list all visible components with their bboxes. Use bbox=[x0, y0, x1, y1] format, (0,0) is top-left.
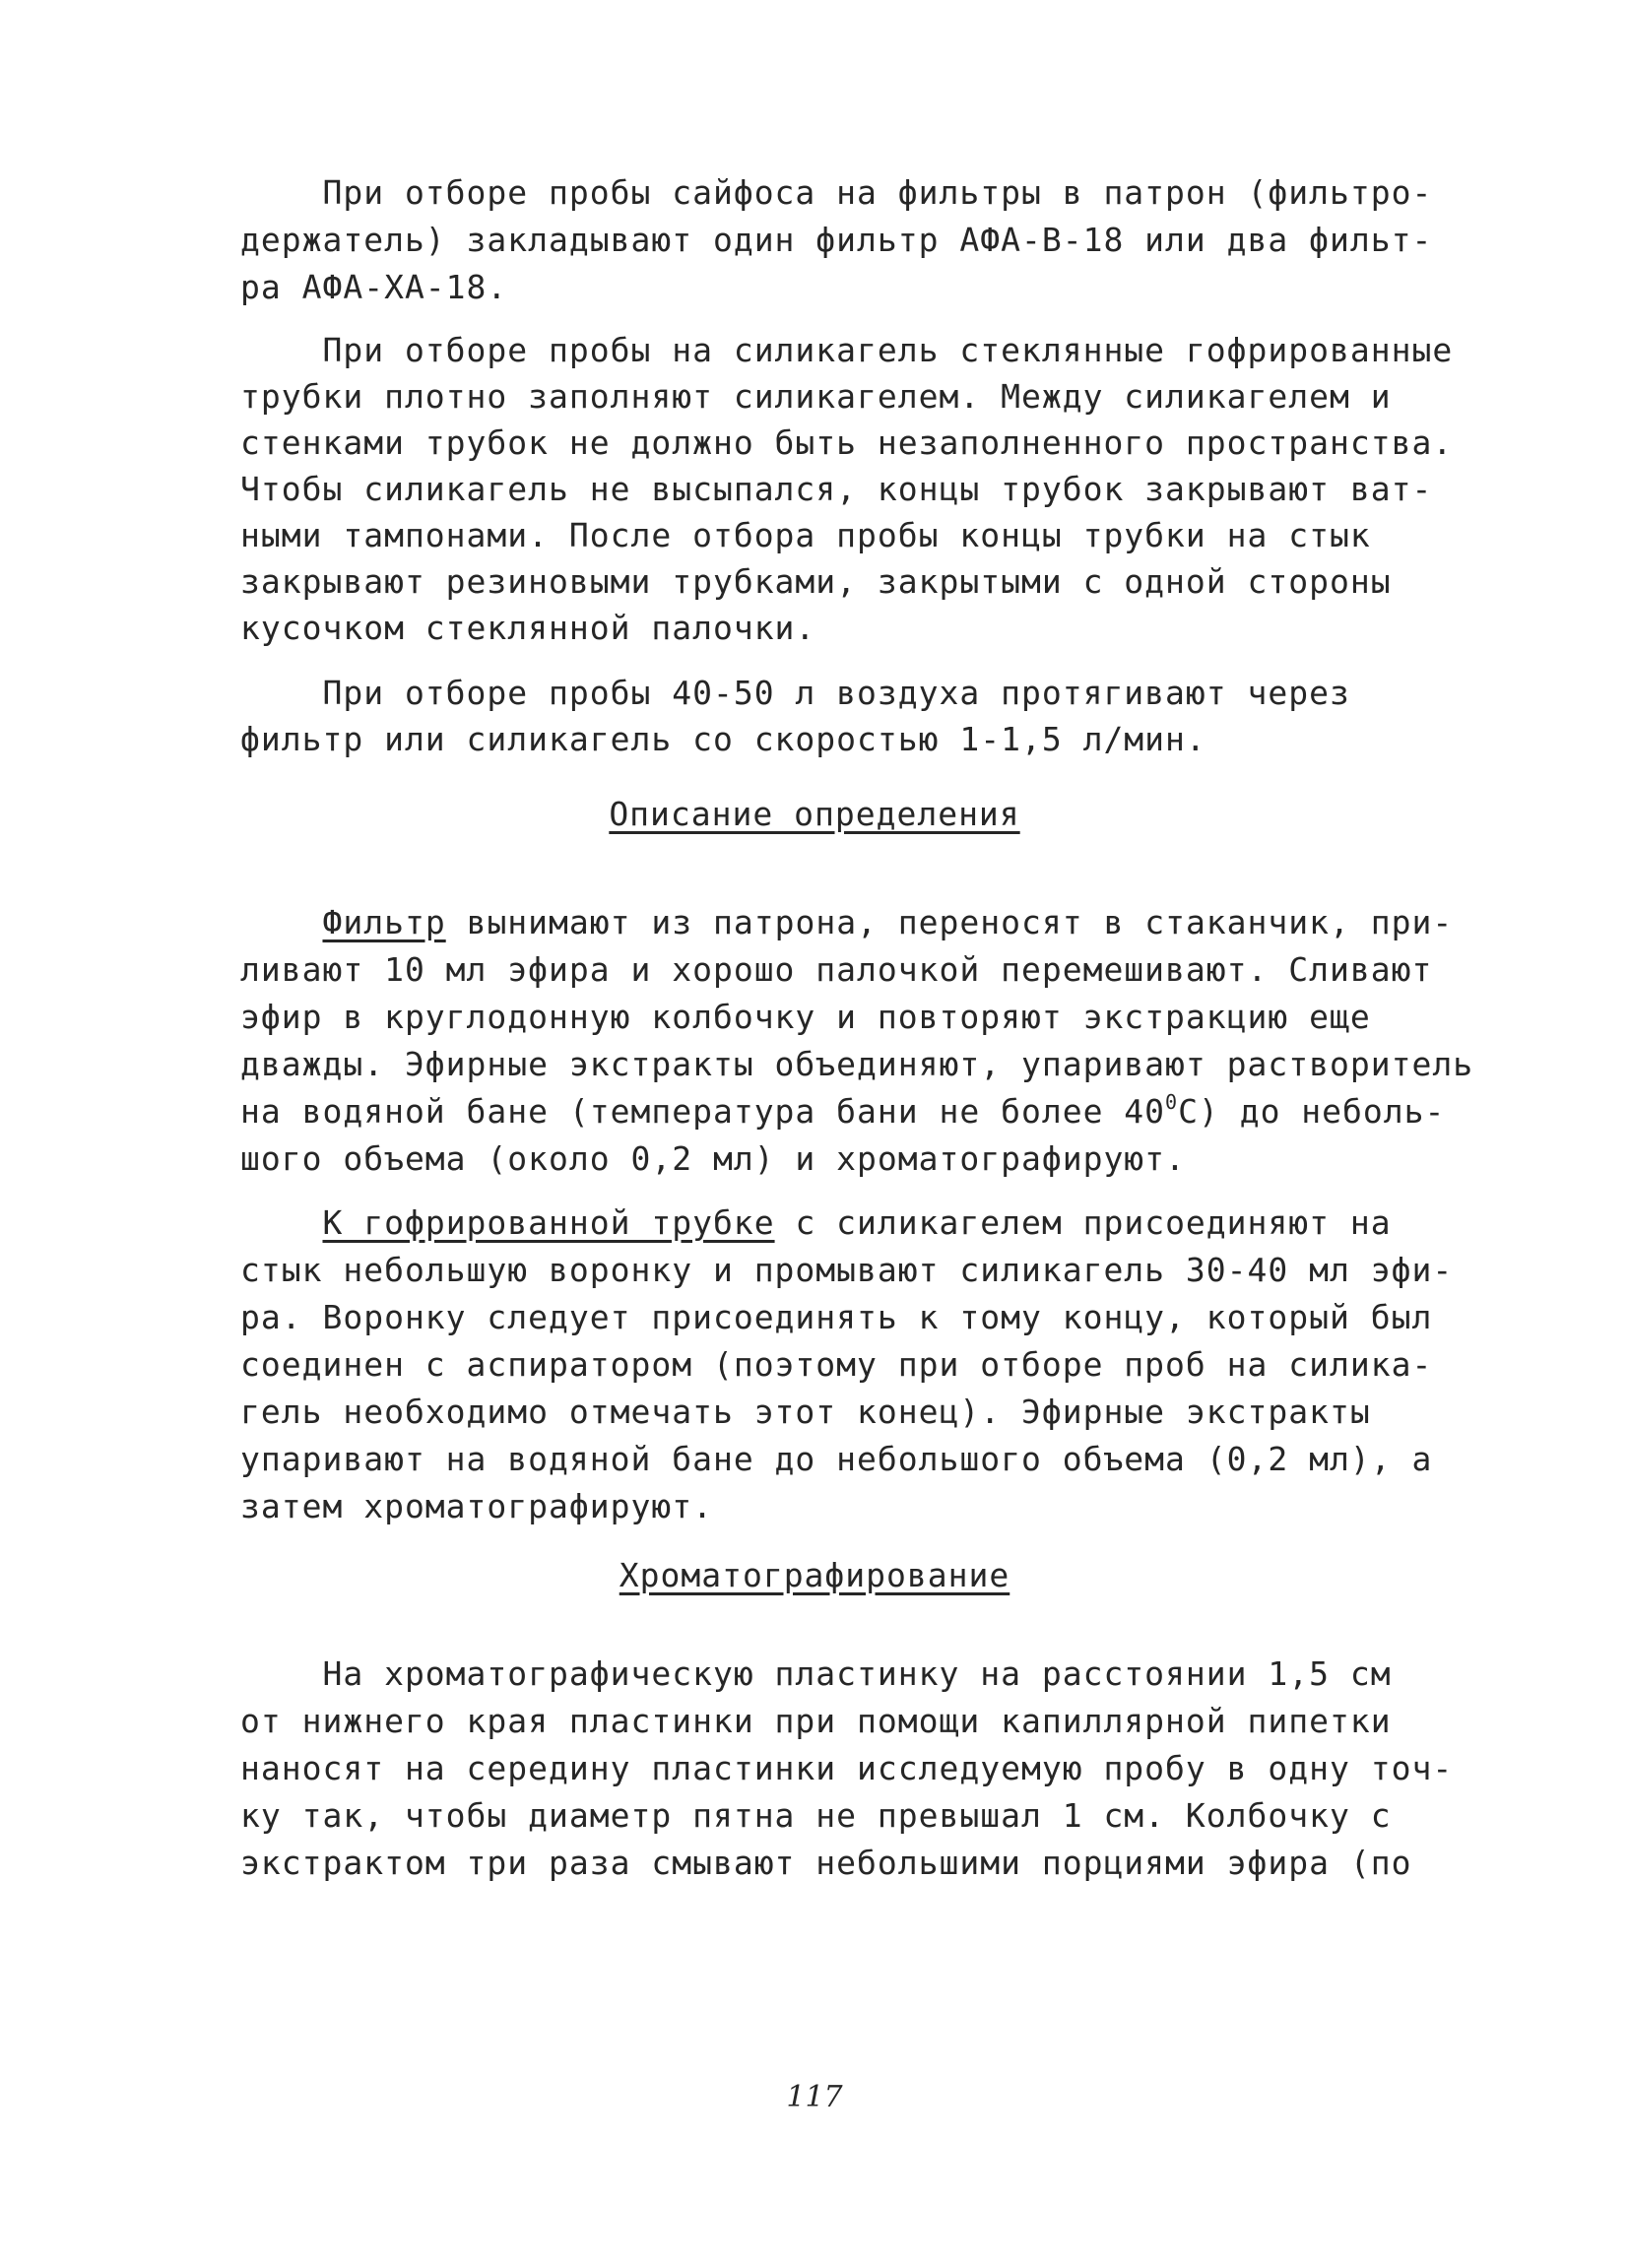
section-heading-description: Описание определения bbox=[609, 795, 1020, 833]
section-heading-chromatography: Хроматографирование bbox=[619, 1556, 1010, 1594]
p4-line-5 bbox=[240, 1092, 1445, 1132]
degree-superscript: 0 bbox=[1165, 1090, 1179, 1114]
p5-indent bbox=[240, 1203, 322, 1242]
p5-line-5: гель необходимо отмечать этот конец). Эфирные экстракты bbox=[240, 1393, 1371, 1431]
p5-line-4: соединен с аспиратором (поэтому при отборе проб на силика- bbox=[240, 1345, 1433, 1384]
p3-line-1: При отборе пробы 40-50 л воздуха протягивают через bbox=[240, 674, 1350, 712]
p1-line-3: ра АФА-ХА-18. bbox=[240, 268, 508, 306]
p6-line-4: ку так, чтобы диаметр пятна не превышал 1 см. Колбочку с bbox=[240, 1796, 1392, 1835]
p4-underlined-term: Фильтр bbox=[322, 903, 446, 941]
p6-line-2: от нижнего края пластинки при помощи капиллярной пипетки bbox=[240, 1702, 1392, 1740]
p4-line-6: шого объема (около 0,2 мл) и хроматографируют. bbox=[240, 1139, 1186, 1178]
p2-line-1: При отборе пробы на силикагель стеклянные гофрированные bbox=[240, 331, 1454, 369]
p6-line-5: экстрактом три раза смывают небольшими порциями эфира (по bbox=[240, 1844, 1412, 1882]
p6-line-1: На хроматографическую пластинку на расстоянии 1,5 см bbox=[240, 1654, 1392, 1693]
p5-line-1-rest: с силикагелем присоединяют на bbox=[774, 1203, 1392, 1242]
p5-underlined-term: К гофрированной трубке bbox=[322, 1203, 775, 1242]
p4-line-2: ливают 10 мл эфира и хорошо палочкой перемешивают. Сливают bbox=[240, 950, 1433, 989]
p2-line-7: кусочком стеклянной палочки. bbox=[240, 609, 816, 647]
p5-line-3: ра. Воронку следует присоединять к тому концу, который был bbox=[240, 1298, 1433, 1336]
page-number: 117 bbox=[786, 2080, 843, 2114]
p2-line-6: закрывают резиновыми трубками, закрытыми с одной стороны bbox=[240, 562, 1392, 601]
p6-line-3: наносят на середину пластинки исследуемую пробу в одну точ- bbox=[240, 1749, 1454, 1787]
p5-line-7: затем хроматографируют. bbox=[240, 1487, 713, 1525]
p1-line-2: держатель) закладывают один фильтр АФА-В-18 или два фильт- bbox=[240, 221, 1433, 259]
p2-line-3: стенками трубок не должно быть незаполненного пространства. bbox=[240, 423, 1454, 462]
p4-line-1 bbox=[240, 903, 1453, 942]
p2-line-5: ными тампонами. После отбора пробы концы трубки на стык bbox=[240, 516, 1371, 554]
p1-line-1: При отборе пробы сайфоса на фильтры в патрон (фильтро- bbox=[240, 173, 1433, 212]
p4-line-1-rest: вынимают из патрона, переносят в стаканчик, при- bbox=[445, 903, 1454, 941]
p5-line-1 bbox=[240, 1203, 1392, 1243]
p2-line-2: трубки плотно заполняют силикагелем. Между силикагелем и bbox=[240, 377, 1392, 416]
p4-temp-after: С) до неболь- bbox=[1178, 1092, 1446, 1131]
p3-line-2: фильтр или силикагель со скоростью 1-1,5 л/мин. bbox=[240, 720, 1206, 758]
p2-line-4: Чтобы силикагель не высыпался, концы трубок закрывают ват- bbox=[240, 470, 1433, 508]
p4-line-3: эфир в круглодонную колбочку и повторяют экстракцию еще bbox=[240, 998, 1371, 1036]
p5-line-6: упаривают на водяной бане до небольшого объема (0,2 мл), а bbox=[240, 1440, 1433, 1478]
p5-line-2: стык небольшую воронку и промывают силикагель 30-40 мл эфи- bbox=[240, 1251, 1454, 1289]
p4-temp-before: на водяной бане (температура бани не более 40 bbox=[240, 1092, 1166, 1131]
p4-line-4: дважды. Эфирные экстракты объединяют, упаривают растворитель bbox=[240, 1045, 1474, 1083]
p4-indent bbox=[240, 903, 322, 941]
